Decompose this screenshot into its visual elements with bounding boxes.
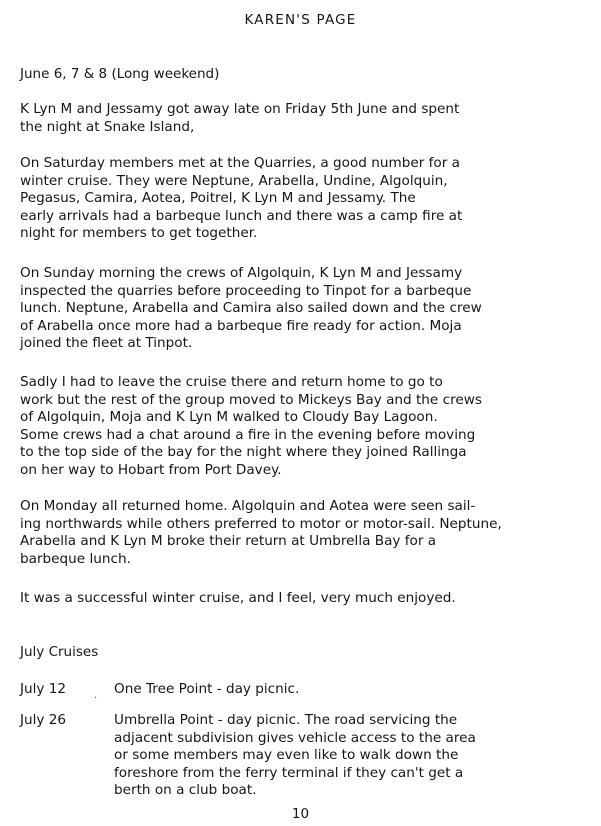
cruise-description: [114, 681, 299, 699]
text-line: foreshore from the ferry terminal if they can't get a: [114, 764, 464, 781]
text-line: K Lyn M and Jessamy got away late on Friday 5th June and spent: [20, 101, 460, 117]
text-line: Arabella and K Lyn M broke their return at Umbrella Bay for a: [20, 533, 437, 549]
paragraph: [20, 101, 590, 136]
page-number: 10: [291, 806, 310, 822]
text-line: One Tree Point - day picnic.: [114, 681, 300, 697]
july-cruises-heading: July Cruises: [20, 644, 99, 660]
paragraph: [20, 155, 590, 243]
text-line: adjacent subdivision gives vehicle access to the area: [114, 729, 476, 746]
text-line: or some members may even like to walk down the: [114, 747, 459, 764]
text-line: night for members to get together.: [20, 225, 258, 241]
paragraph: [20, 498, 590, 568]
text-line: Some crews had a chat around a fire in the evening before moving: [20, 426, 476, 443]
text-line: berth on a club boat.: [114, 782, 257, 799]
text-line: to the top side of the bay for the night where they joined Rallinga: [20, 444, 467, 460]
text-line: On Monday all returned home. Algolquin and Aotea were seen sail-: [20, 498, 476, 514]
paragraph: [20, 374, 590, 479]
paragraph: [20, 265, 590, 353]
cruise-date: July 12: [20, 681, 67, 697]
text-line: of Algolquin, Moja and K Lyn M walked to Cloudy Bay Lagoon.: [20, 409, 438, 425]
text-line: Pegasus, Camira, Aotea, Poitrel, K Lyn M and Jessamy. The: [20, 190, 416, 206]
text-line: winter cruise. They were Neptune, Arabella, Undine, Algolquin,: [20, 172, 448, 189]
text-line: On Sunday morning the crews of Algolquin, K Lyn M and Jessamy: [20, 265, 463, 281]
text-line: inspected the quarries before proceeding to Tinpot for a barbeque: [20, 282, 472, 299]
text-line: lunch. Neptune, Arabella and Camira also sailed down and the crew: [20, 300, 482, 316]
page-title: KAREN'S PAGE: [244, 12, 357, 28]
text-line: of Arabella once more had a barbeque fire ready for action. Moja: [20, 317, 462, 334]
text-line: barbeque lunch.: [20, 550, 131, 567]
bullet-dot: ·: [94, 693, 98, 704]
text-line: early arrivals had a barbeque lunch and there was a camp fire at: [20, 207, 463, 224]
section-heading: June 6, 7 & 8 (Long weekend): [20, 66, 220, 82]
cruise-description: [114, 712, 476, 800]
text-line: It was a successful winter cruise, and I feel, very much enjoyed.: [20, 590, 456, 606]
text-line: ing northwards while others preferred to motor or motor-sail. Neptune,: [20, 515, 502, 532]
text-line: Sadly I had to leave the cruise there and return home to go to: [20, 374, 443, 390]
text-line: joined the fleet at Tinpot.: [20, 335, 193, 351]
text-line: the night at Snake Island,: [20, 118, 195, 135]
text-line: work but the rest of the group moved to Mickeys Bay and the crews: [20, 391, 482, 408]
text-line: on her way to Hobart from Port Davey.: [20, 461, 282, 478]
cruise-date: July 26: [20, 712, 67, 728]
text-line: On Saturday members met at the Quarries, a good number for a: [20, 155, 460, 171]
text-line: Umbrella Point - day picnic. The road servicing the: [114, 712, 458, 728]
paragraph: [20, 590, 590, 608]
